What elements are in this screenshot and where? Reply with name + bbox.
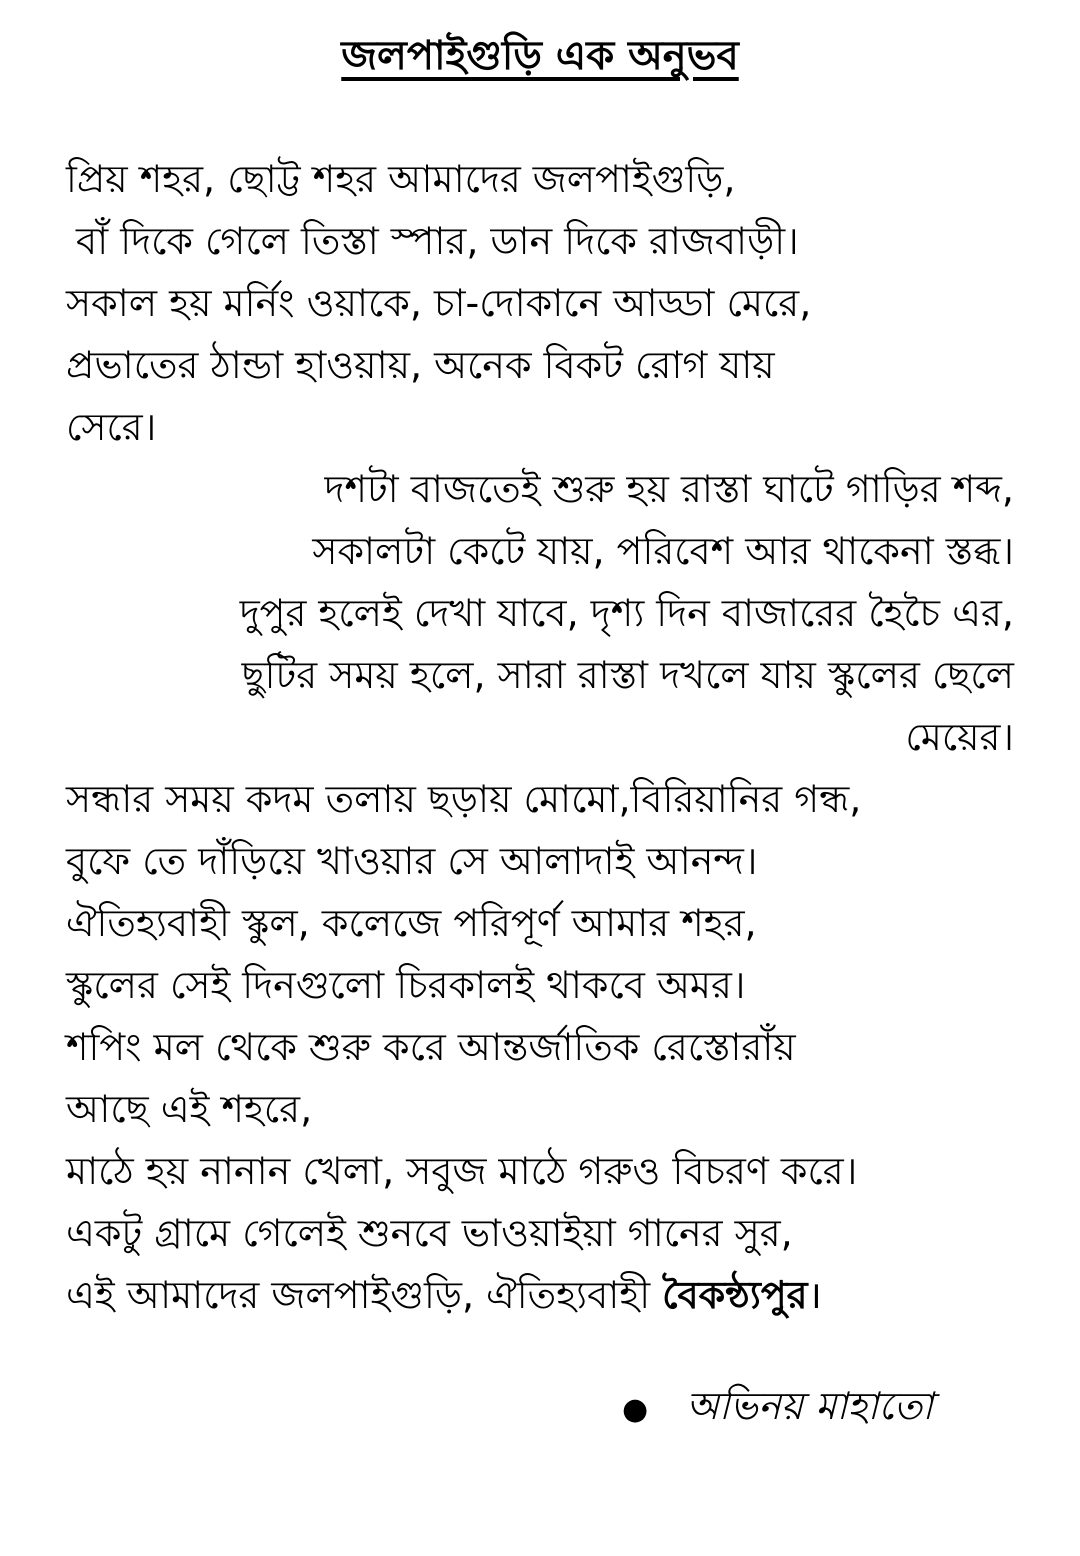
poem-body xyxy=(66,148,1014,1326)
poem-line-13: ঐতিহ্যবাহী স্কুল, কলেজে পরিপূর্ণ আমার শহর, xyxy=(66,901,757,945)
poem-line-6: দশটা বাজতেই শুরু হয় রাস্তা ঘাটে গাড়ির শব্দ, xyxy=(324,467,1014,511)
poem-line-7: সকালটা কেটে যায়, পরিবেশ আর থাকেনা স্তব্ধ। xyxy=(312,529,1014,573)
poem-line-9: ছুটির সময় হলে, সারা রাস্তা দখলে যায় স্কুলের ছেলে xyxy=(241,653,1014,697)
poem-line-15: শপিং মল থেকে শুরু করে আন্তর্জাতিক রেস্তোরাঁয় xyxy=(66,1025,796,1069)
signature xyxy=(622,1378,933,1434)
bullet-icon: ● xyxy=(622,1392,649,1427)
poem-line-16: আছে এই শহরে, xyxy=(66,1087,313,1131)
poem-line-5: সেরে। xyxy=(66,405,157,449)
poem-line-12: বুফে তে দাঁড়িয়ে খাওয়ার সে আলাদাই আনন্দ। xyxy=(66,839,758,883)
poem-line-1: প্রিয় শহর, ছোট্ট শহর আমাদের জলপাইগুড়ি, xyxy=(66,157,736,201)
poem-line-19-end: । xyxy=(807,1273,822,1317)
poem-line-10: মেয়ের। xyxy=(905,715,1014,759)
poem-line-11: সন্ধার সময় কদম তলায় ছড়ায় মোমো,বিরিয়ানির গন্ধ, xyxy=(66,777,862,821)
poem-line-14: স্কুলের সেই দিনগুলো চিরকালই থাকবে অমর। xyxy=(66,963,746,1007)
poem-line-4: প্রভাতের ঠান্ডা হাওয়ায়, অনেক বিকট রোগ যায় xyxy=(66,343,775,387)
poem-line-19 xyxy=(66,1264,1014,1326)
poem-line-18: একটু গ্রামে গেলেই শুনবে ভাওয়াইয়া গানের সুর, xyxy=(66,1211,793,1255)
poem-line-19-text: এই আমাদের জলপাইগুড়ি, ঐতিহ্যবাহী xyxy=(66,1273,663,1317)
poem-line-8: দুপুর হলেই দেখা যাবে, দৃশ্য দিন বাজারের হৈচৈ এর, xyxy=(239,591,1014,635)
author-name: অভিনয় মাহাতো xyxy=(686,1384,934,1428)
place-name-bold: বৈকন্ঠ্যপুর xyxy=(662,1273,808,1317)
poem-line-3: সকাল হয় মর্নিং ওয়াকে, চা-দোকানে আড্ডা মেরে, xyxy=(66,281,812,325)
poem-line-17: মাঠে হয় নানান খেলা, সবুজ মাঠে গরুও বিচরণ করে। xyxy=(66,1149,858,1193)
poem-title: জলপাইগুড়ি এক অনুভব xyxy=(341,33,739,79)
poem-line-2: বাঁ দিকে গেলে তিস্তা স্পার, ডান দিকে রাজবাড়ী। xyxy=(76,219,799,263)
